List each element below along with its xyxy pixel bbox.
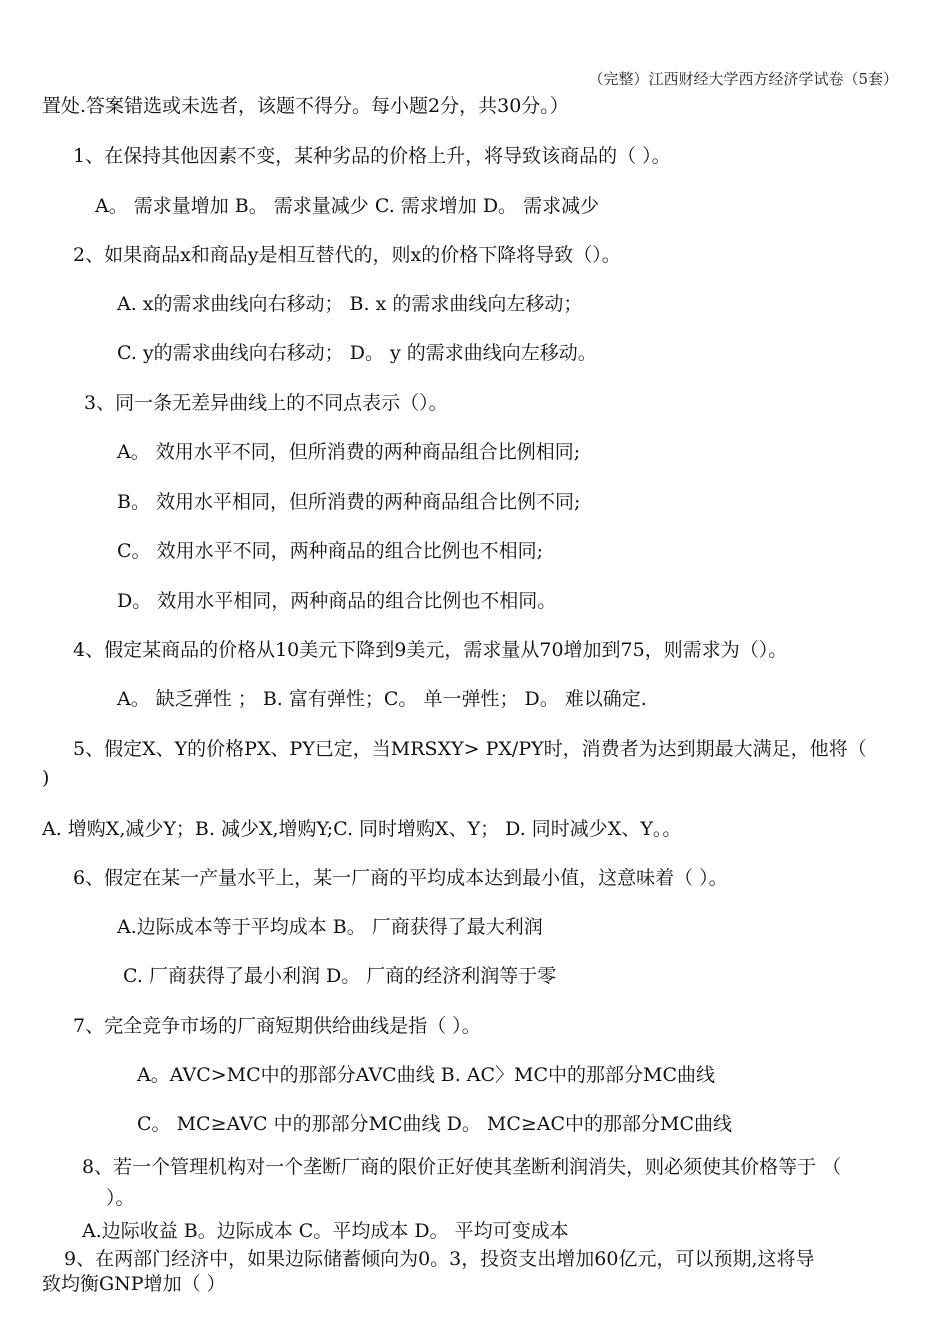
question-2-options-1: A. x的需求曲线向右移动； B. x 的需求曲线向左移动； (117, 293, 583, 315)
question-7-stem: 7、完全竞争市场的厂商短期供给曲线是指（ ）。 (73, 1015, 481, 1037)
question-9-stem: 9、在两部门经济中，如果边际储蓄倾向为0。3，投资支出增加60亿元，可以预期,这将导 (64, 1248, 815, 1270)
question-2-stem: 2、如果商品x和商品y是相互替代的，则x的价格下降将导致（）。 (73, 244, 621, 266)
question-3-option-d: D。 效用水平相同，两种商品的组合比例也不相同。 (117, 590, 557, 612)
question-2-options-2: C. y的需求曲线向右移动； D。 y 的需求曲线向左移动。 (117, 342, 597, 364)
question-5-options: A. 增购X,减少Y；B. 减少X,增购Y;C. 同时增购X、Y； D. 同时减少X、Y。。 (42, 818, 682, 840)
question-4-options: A。 缺乏弹性 ； B. 富有弹性；C。 单一弹性； D。 难以确定. (117, 688, 647, 710)
question-5-stem: 5、假定X、Y的价格PX、PY已定，当MRSXY> PX/PY时，消费者为达到期最大满足，他将（ (73, 738, 867, 760)
question-8-options: A.边际收益 B。边际成本 C。平均成本 D。 平均可变成本 (82, 1220, 569, 1242)
question-3-stem: 3、同一条无差异曲线上的不同点表示（）。 (84, 392, 448, 414)
question-9-stem-end: 致均衡GNP增加（ ） (42, 1273, 226, 1295)
question-5-stem-end: ) (42, 767, 50, 789)
question-6-options-2: C. 厂商获得了最小利润 D。 厂商的经济利润等于零 (123, 965, 557, 987)
question-6-stem: 6、假定在某一产量水平上，某一厂商的平均成本达到最小值，这意味着（ ）。 (73, 867, 728, 889)
question-3-option-c: C。 效用水平不同，两种商品的组合比例也不相同; (117, 540, 543, 562)
question-4-stem: 4、假定某商品的价格从10美元下降到9美元，需求量从70增加到75，则需求为（）。 (73, 639, 788, 661)
question-8-stem-end: ）。 (106, 1187, 135, 1209)
question-3-option-a: A。 效用水平不同，但所消费的两种商品组合比例相同; (117, 441, 581, 463)
question-1-options: A。 需求量增加 B。 需求量减少 C. 需求增加 D。 需求减少 (95, 195, 600, 217)
intro-text: 置处.答案错选或未选者，该题不得分。每小题2分，共30分。） (42, 95, 569, 117)
question-3-option-b: B。 效用水平相同，但所消费的两种商品组合比例不同; (117, 491, 581, 513)
question-6-options-1: A.边际成本等于平均成本 B。 厂商获得了最大利润 (117, 916, 543, 938)
question-8-stem: 8、若一个管理机构对一个垄断厂商的限价正好使其垄断利润消失，则必须使其价格等于 （ (82, 1156, 842, 1178)
question-7-options-1: A。AVC>MC中的那部分AVC曲线 B. AC〉MC中的那部分MC曲线 (137, 1064, 716, 1086)
question-1-stem: 1、在保持其他因素不变，某种劣品的价格上升，将导致该商品的（ ）。 (73, 145, 671, 167)
question-7-options-2: C。 MC≥AVC 中的那部分MC曲线 D。 MC≥AC中的那部分MC曲线 (137, 1113, 733, 1135)
page-header: （完整）江西财经大学西方经济学试卷（5套） (588, 70, 898, 88)
